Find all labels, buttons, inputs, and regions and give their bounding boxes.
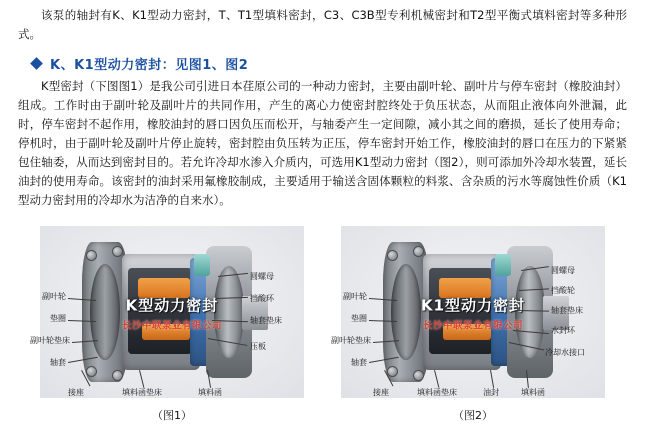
bolt-icon <box>413 246 424 257</box>
bolt-icon <box>413 370 424 381</box>
callout-label: 轴套垫床 <box>250 316 282 325</box>
figure-2 <box>323 220 623 430</box>
gasket-part <box>495 254 511 276</box>
section-heading <box>18 54 627 73</box>
callout-label: 副叶轮 <box>42 292 66 301</box>
figure-1 <box>22 220 322 430</box>
bolt-icon <box>387 366 398 377</box>
figure-2-caption: （图2） <box>453 409 493 422</box>
impeller-vane-upper-part <box>439 278 491 298</box>
figure-2-watermark-company: 长沙中联泵业有限公司 <box>422 320 523 331</box>
figure-1-watermark-title: K型动力密封 <box>125 296 219 314</box>
bolt-icon <box>387 250 398 261</box>
callout-label: 副叶轮垫床 <box>30 336 70 345</box>
callout-label: 冷却水接口 <box>545 348 585 357</box>
callout-label: 圆螺母 <box>250 272 274 281</box>
impeller-vane-upper-part <box>138 278 190 298</box>
callout-label: 油封 <box>483 388 499 397</box>
diamond-bullet-icon <box>30 57 43 70</box>
callout-label: 轴套 <box>351 358 367 367</box>
body-paragraph: K型密封（下图图1）是我公司引进日本荏原公司的一种动力密封，主要由副叶轮、副叶片与停车密封（橡胶油封）组成。工作时由于副叶轮及副叶片的共同作用，产生的离心力使密封腔终处于负压状态，从而阻止液体向外泄漏，此时，停车密封不起作用，橡胶油封的唇口因负压而松开，与轴委产生一定间隙，减小其之间的磨损，延长了使用寿命；停机时，由于副叶轮及副叶片停止旋转，密封腔由负压转为正压，停车密封开始工作，橡胶油封的唇口在压力的下紧紧包住轴委，从而达到密封目的。若允许冷却水渗入介质内，可选用K1型动力密封（图2），则可添加外冷却水装置，延长油封的使用寿命。该密封的油封采用氟橡胶制成，主要适用于输送含固体颗粒的料浆、含杂质的污水等腐蚀性价质（K1型动力密封用的冷却水为洁净的自来水）。 <box>18 79 627 207</box>
callout-label: 填料函垫床 <box>122 388 162 397</box>
callout-label: 挡酸环 <box>250 294 274 303</box>
figure-2-assembly-drawing <box>383 238 568 386</box>
section-heading-text: K、K1型动力密封：见图1、图2 <box>50 58 249 73</box>
figure-1-caption: （图1） <box>152 409 192 422</box>
callout-label: 副叶轮 <box>343 292 367 301</box>
callout-label: 圆螺母 <box>551 266 575 275</box>
callout-label: 填料函 <box>521 388 545 397</box>
flange-ring-part <box>90 264 120 360</box>
figure-1-assembly-drawing <box>82 238 267 386</box>
bolt-icon <box>86 250 97 261</box>
callout-label: 接座 <box>373 388 389 397</box>
figure-1-canvas <box>22 220 322 405</box>
callout-label: 挡酸轮 <box>551 286 575 295</box>
bolt-icon <box>112 370 123 381</box>
bolt-icon <box>86 366 97 377</box>
flange-ring-part <box>391 264 421 360</box>
impeller-vane-lower-part <box>142 324 190 340</box>
callout-label: 轴套垫床 <box>551 306 583 315</box>
figure-2-watermark-title: K1型动力密封 <box>420 296 526 314</box>
figure-row <box>18 220 627 430</box>
callout-label: 填料函 <box>198 388 222 397</box>
callout-label: 压板 <box>250 342 266 351</box>
callout-label: 副叶轮垫床 <box>331 336 371 345</box>
gasket-part <box>194 254 210 276</box>
figure-1-watermark-company: 长沙中联泵业有限公司 <box>121 320 223 331</box>
callout-label: 填料函垫床 <box>417 388 457 397</box>
callout-label: 轴套 <box>50 358 66 367</box>
impeller-vane-lower-part <box>443 324 491 340</box>
callout-label: 水封环 <box>551 326 575 335</box>
bolt-icon <box>112 246 123 257</box>
intro-paragraph: 该泵的轴封有K、K1型动力密封，T、T1型填料密封，C3、C3B型专利机械密封和T2型平衡式填料密封等多种形式。 <box>18 8 627 41</box>
figure-2-canvas <box>323 220 623 405</box>
callout-label: 接座 <box>68 388 84 397</box>
callout-label: 垫圈 <box>50 314 66 323</box>
callout-label: 垫圈 <box>351 314 367 323</box>
